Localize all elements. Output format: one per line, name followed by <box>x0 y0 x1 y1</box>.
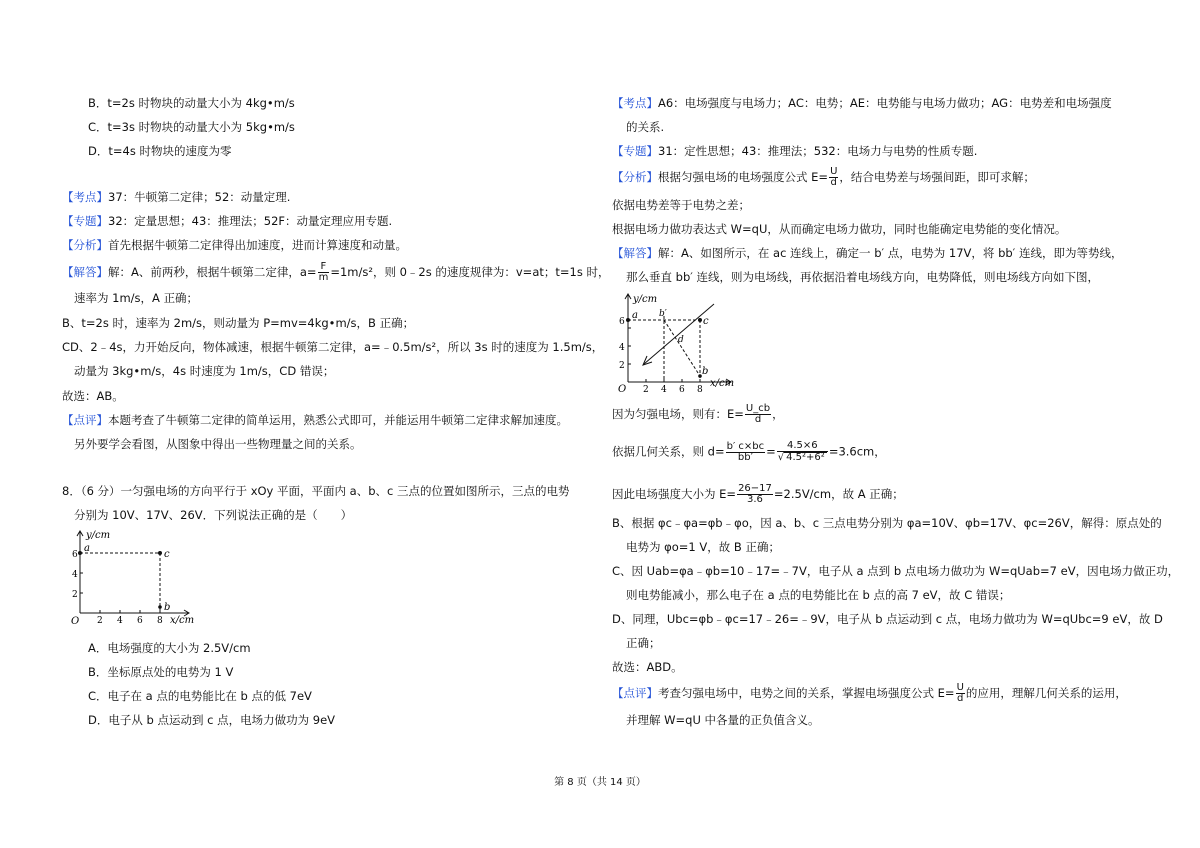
option-b: B．t=2s 时物块的动量大小为 4kg•m/s <box>88 96 295 110</box>
question-8-stem-1: 8．（6 分）一匀强电场的方向平行于 xOy 平面，平面内 a、b、c 三点的位置如图所示，三点的电势 <box>62 484 570 498</box>
r-fenxi-tag: 【分析】 <box>612 170 658 184</box>
x-tick-8: 8 <box>157 616 163 625</box>
question-8-option-d: D．电子从 b 点运动到 c 点，电场力做功为 9eV <box>88 713 336 727</box>
x-axis-label: x/cm <box>710 378 735 389</box>
r-eq3-line <box>612 484 904 505</box>
kaodian-tag: 【考点】 <box>62 190 108 204</box>
dianping-tag: 【点评】 <box>62 413 108 427</box>
point-bprime-label: b′ <box>659 309 667 319</box>
r-d-line-1: D、同理，Ubc=φb﹣φc=17﹣26=﹣9V，电子从 b 点运动到 c 点，电场力做功为 W=qUbc=9 eV，故 D <box>612 612 1163 626</box>
jieda-line-3: B、t=2s 时，速率为 2m/s，则动量为 P=mv=4kg•m/s，B 正确； <box>62 316 415 330</box>
x-tick-2: 2 <box>97 616 103 625</box>
answer-line: 故选：AB。 <box>62 389 124 403</box>
r-c-line-2: 则电势能减小，那么电子在 a 点的电势能比在 b 点的高 7 eV，故 C 错误； <box>626 588 1011 602</box>
origin-label: O <box>618 384 627 394</box>
origin-label: O <box>71 616 80 625</box>
r-dianping-tag: 【点评】 <box>612 686 658 700</box>
r-line-3: 根据电场力做功表达式 W=qU，从而确定电场力做功，同时也能确定电势能的变化情况。 <box>612 222 1067 236</box>
fraction-numerator: F <box>318 262 330 273</box>
jieda-text-1b: =1m/s²，则 0﹣2s 的速度规律为：v=at；t=1s 时， <box>330 265 610 279</box>
dianping-line-1 <box>62 412 568 428</box>
r-eq3-text-b: =2.5V/cm，故 A 正确； <box>773 487 904 501</box>
jieda-line-2: 速率为 1m/s，A 正确； <box>74 291 199 305</box>
x-tick-4: 4 <box>661 385 667 394</box>
point-c-dot <box>698 318 702 322</box>
r-dianping-line-1 <box>612 683 1127 704</box>
r-d-line-2: 正确； <box>626 636 661 650</box>
r-kaodian-line-1 <box>612 95 1112 111</box>
r-b-line-1: B、根据 φc﹣φa=φb﹣φo，因 a、b、c 三点电势分别为 φa=10V、φb=17V、φc=26V，解得：原点处的 <box>612 516 1162 530</box>
point-c-label: c <box>703 316 709 327</box>
x-tick-6: 6 <box>137 616 143 625</box>
fraction-denominator: d <box>830 177 837 188</box>
zhuanti-text: 32：定量思想；43：推理法；52F：动量定理应用专题. <box>108 214 393 228</box>
fraction-numerator: U <box>956 682 964 693</box>
r-fenxi-text-b: ，结合电势差与场强间距，即可求解； <box>839 170 1035 184</box>
x-axis-label: x/cm <box>170 615 195 625</box>
fraction-numerator: U_cb <box>745 403 771 414</box>
fraction-u-over-d <box>829 167 838 188</box>
sqrt-radicand: 4.5²+6² <box>786 452 825 463</box>
fenxi-tag: 【分析】 <box>62 238 108 252</box>
r-zhuanti-tag: 【专题】 <box>612 144 658 158</box>
r-kaodian-tag: 【考点】 <box>612 96 658 110</box>
y-axis-label: y/cm <box>633 294 658 305</box>
point-a-dot <box>626 318 630 322</box>
point-a-dot <box>78 551 82 555</box>
dianping-text-1: 本题考查了牛顿第二定律的简单运用，熟悉公式即可，并能运用牛顿第二定律求解加速度。 <box>108 413 568 427</box>
r-eq1-line <box>612 404 784 425</box>
jieda-text-1a: 解：A、前两秒，根据牛顿第二定律，a= <box>108 265 317 279</box>
jieda-tag: 【解答】 <box>62 265 108 279</box>
y-tick-6: 6 <box>619 317 625 327</box>
point-b-dot <box>158 605 162 609</box>
r-eq1-text-b: ， <box>772 407 784 421</box>
r-jieda-line-1 <box>612 245 1122 261</box>
r-jieda-line-2: 那么垂直 bb′ 连线，则为电场线，再依据沿着电场线方向，电势降低，则电场线方向如下图， <box>626 270 1100 284</box>
r-jieda-text-1: 解：A、如图所示，在 ac 连线上，确定一 b′ 点，电势为 17V，将 bb′ 连线，即为等势线， <box>658 246 1123 260</box>
r-kaodian-line-2: 的关系. <box>626 120 665 134</box>
fraction-numerator: 4.5×6 <box>777 441 828 452</box>
field-line <box>644 304 714 364</box>
y-tick-2: 2 <box>619 361 625 371</box>
x-tick-4: 4 <box>117 616 123 625</box>
kaodian-line <box>62 189 290 205</box>
y-tick-2: 2 <box>72 590 78 600</box>
question-8-stem-2: 分别为 10V、17V、26V．下列说法正确的是（ ） <box>74 508 353 522</box>
option-d: D．t=4s 时物块的速度为零 <box>88 144 232 158</box>
fraction-field-strength <box>737 484 773 505</box>
fraction-ucb-over-d <box>745 404 771 425</box>
fraction-geometry-values <box>777 441 828 463</box>
jieda-line-5: 动量为 3kg•m/s，4s 时速度为 1m/s，CD 错误； <box>74 364 335 378</box>
point-c-dot <box>158 551 162 555</box>
r-zhuanti-text: 31：定性思想；43：推理法；532：电场力与电势的性质专题. <box>658 144 978 158</box>
r-fenxi-line <box>612 167 1035 188</box>
x-tick-6: 6 <box>679 385 685 394</box>
r-dianping-text-a: 考查匀强电场中，电势之间的关系，掌握电场强度公式 E= <box>658 686 955 700</box>
fraction-denominator: d <box>754 414 762 425</box>
kaodian-text: 37：牛顿第二定律；52：动量定理. <box>108 190 291 204</box>
fraction-numerator: U <box>830 166 838 177</box>
question-8-option-c: C．电子在 a 点的电势能比在 b 点的低 7eV <box>88 689 312 703</box>
field-line-graph <box>614 290 742 394</box>
field-points-graph <box>70 527 200 625</box>
zhuanti-line <box>62 213 392 229</box>
dashed-line-bprime-b <box>664 320 700 376</box>
x-tick-2: 2 <box>643 385 649 394</box>
fraction-denominator: bb′ <box>737 451 753 463</box>
question-8-option-a: A．电场强度的大小为 2.5V/cm <box>88 641 251 655</box>
r-eq2-equals: = <box>766 444 776 459</box>
jieda-line-1 <box>62 262 609 283</box>
fraction-denominator: m <box>318 272 329 283</box>
r-eq1-text-a: 因为匀强电场，则有：E= <box>612 407 744 421</box>
point-a-label: a <box>84 543 90 554</box>
y-tick-4: 4 <box>72 570 78 580</box>
option-c: C．t=3s 时物块的动量大小为 5kg•m/s <box>88 120 295 134</box>
fenxi-text: 首先根据牛顿第二定律得出加速度，进而计算速度和动量。 <box>108 238 407 252</box>
r-kaodian-text-1: A6：电场强度与电场力；AC：电势；AE：电势能与电场力做功；AG：电势差和电场强度 <box>658 96 1112 110</box>
fraction-f-over-m <box>318 262 330 283</box>
r-dianping-text-b: 的应用，理解几何关系的运用， <box>965 686 1127 700</box>
y-tick-6: 6 <box>72 550 78 560</box>
fraction-denominator: √ 4.5²+6² <box>777 452 825 463</box>
page-footer: 第 8 页（共 14 页） <box>554 777 646 788</box>
r-dianping-line-2: 并理解 W=qU 中各量的正负值含义。 <box>626 713 820 727</box>
r-eq2-text-b: =3.6cm， <box>828 444 886 459</box>
fraction-numerator: b′ c×bc <box>726 440 765 452</box>
point-b-label: b <box>164 602 171 613</box>
r-b-line-2: 电势为 φo=1 V，故 B 正确； <box>626 540 780 554</box>
r-jieda-tag: 【解答】 <box>612 246 658 260</box>
fraction-geometry <box>726 442 766 463</box>
r-answer-line: 故选：ABD。 <box>612 660 683 674</box>
r-c-line-1: C、因 Uab=φa﹣φb=10﹣17=﹣7V，电子从 a 点到 b 点电场力做功为 W=qUab=7 eV，因电场力做正功， <box>612 564 1180 578</box>
r-line-2: 依据电势差等于电势之差； <box>612 198 750 212</box>
r-eq2-line <box>612 441 886 463</box>
point-c-label: c <box>164 549 170 560</box>
point-b-label: b <box>702 366 709 377</box>
fenxi-line <box>62 237 407 253</box>
fraction-u-over-d <box>956 683 965 704</box>
zhuanti-tag: 【专题】 <box>62 214 108 228</box>
x-tick-8: 8 <box>697 385 703 394</box>
point-a-label: a <box>632 310 638 321</box>
y-axis-label: y/cm <box>86 530 111 541</box>
y-tick-4: 4 <box>619 343 625 353</box>
fraction-denominator: d <box>957 693 964 704</box>
fraction-denominator: 3.6 <box>747 494 763 505</box>
fraction-numerator: 26−17 <box>738 483 772 494</box>
jieda-line-4: CD、2﹣4s，力开始反向，物体减速，根据牛顿第二定律，a=﹣0.5m/s²，所以 3s 时的速度为 1.5m/s， <box>62 340 604 354</box>
r-eq3-text-a: 因此电场强度大小为 E= <box>612 487 737 501</box>
r-fenxi-text-a: 根据匀强电场的电场强度公式 E= <box>658 170 829 184</box>
question-8-option-b: B．坐标原点处的电势为 1 V <box>88 665 234 679</box>
dianping-line-2: 另外要学会看图，从图象中得出一些物理量之间的关系。 <box>74 437 362 451</box>
r-eq2-text-a: 依据几何关系，则 d= <box>612 444 725 459</box>
point-d-label: d <box>678 335 684 345</box>
r-zhuanti-line <box>612 143 977 159</box>
